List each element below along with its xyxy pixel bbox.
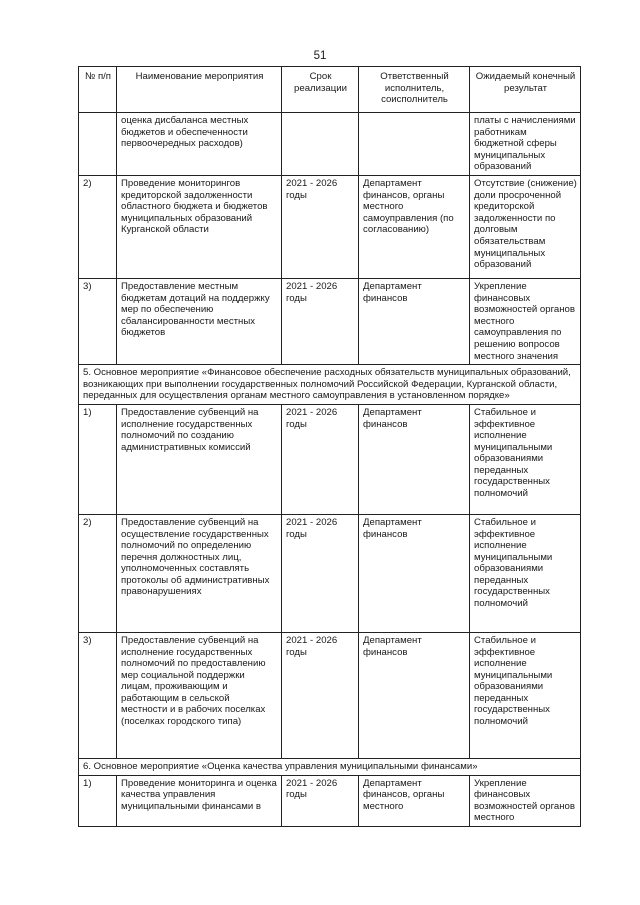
table-row [79, 775, 581, 826]
row-name: Предоставление субвенций на исполнение государственных полномочий по предоставлению мер социальной поддержки лицам, проживающим и работающим в сельской местности и в рабочих поселках (поселках городского типа) [117, 632, 282, 758]
row-result: Отсутствие (снижение) доли просроченной кредиторской задолженности по долговым обязательствам муниципальных образований [470, 175, 581, 278]
row-term: 2021 - 2026 годы [282, 404, 359, 514]
header-result: Ожидаемый конечный результат [470, 67, 581, 113]
table-row [79, 278, 581, 364]
header-responsible: Ответственный исполнитель, соисполнитель [359, 67, 470, 113]
row-num: 2) [79, 514, 117, 632]
row-name: Предоставление субвенций на осуществление государственных полномочий по определению перечня должностных лиц, уполномоченных составлять протоколы об административных правонарушениях [117, 514, 282, 632]
table-row [79, 404, 581, 514]
row-name: оценка дисбаланса местных бюджетов и обеспеченности первоочередных расходов) [117, 113, 282, 176]
row-num: 3) [79, 278, 117, 364]
row-result: Укрепление финансовых возможностей органов местного самоуправления по решению вопросов местного значения [470, 278, 581, 364]
row-name: Проведение мониторингов кредиторской задолженности областного бюджета и бюджетов муниципальных образований Курганской области [117, 175, 282, 278]
row-term [282, 113, 359, 176]
row-num: 2) [79, 175, 117, 278]
row-responsible: Департамент финансов [359, 278, 470, 364]
header-num: № п/п [79, 67, 117, 113]
table-row [79, 175, 581, 278]
row-responsible: Департамент финансов, органы местного самоуправления (по согласованию) [359, 175, 470, 278]
table-header-row [79, 67, 581, 113]
row-result: Стабильное и эффективное исполнение муниципальными образованиями переданных государственных полномочий [470, 514, 581, 632]
row-result: Стабильное и эффективное исполнение муниципальными образованиями переданных государственных полномочий [470, 404, 581, 514]
section-5-title: 5. Основное мероприятие «Финансовое обеспечение расходных обязательств муниципальных образований, возникающих при выполнении государственных полномочий Российской Федерации, Курганской области, переданных для осуществления органам местного самоуправления в установленном порядке» [79, 365, 581, 405]
row-term: 2021 - 2026 годы [282, 278, 359, 364]
row-num: 1) [79, 775, 117, 826]
section-header-row [79, 758, 581, 775]
row-num: 3) [79, 632, 117, 758]
section-6-title: 6. Основное мероприятие «Оценка качества управления муниципальными финансами» [79, 758, 581, 775]
row-responsible: Департамент финансов [359, 404, 470, 514]
table-row [79, 632, 581, 758]
row-result: Стабильное и эффективное исполнение муниципальными образованиями переданных государственных полномочий [470, 632, 581, 758]
row-term: 2021 - 2026 годы [282, 175, 359, 278]
row-term: 2021 - 2026 годы [282, 514, 359, 632]
row-num [79, 113, 117, 176]
row-term: 2021 - 2026 годы [282, 775, 359, 826]
row-responsible [359, 113, 470, 176]
row-result: платы с начислениями работникам бюджетной сферы муниципальных образований [470, 113, 581, 176]
table-row [79, 514, 581, 632]
page-number: 51 [313, 50, 327, 62]
row-name: Предоставление субвенций на исполнение государственных полномочий по созданию административных комиссий [117, 404, 282, 514]
row-responsible: Департамент финансов [359, 632, 470, 758]
row-responsible: Департамент финансов, органы местного [359, 775, 470, 826]
row-responsible: Департамент финансов [359, 514, 470, 632]
section-header-row [79, 365, 581, 405]
table-row [79, 113, 581, 176]
row-name: Проведение мониторинга и оценка качества управления муниципальными финансами в [117, 775, 282, 826]
row-term: 2021 - 2026 годы [282, 632, 359, 758]
header-name: Наименование мероприятия [117, 67, 282, 113]
row-result: Укрепление финансовых возможностей органов местного [470, 775, 581, 826]
header-term: Срок реализации [282, 67, 359, 113]
row-num: 1) [79, 404, 117, 514]
measures-table [78, 66, 581, 827]
row-name: Предоставление местным бюджетам дотаций на поддержку мер по обеспечению сбалансированности местных бюджетов [117, 278, 282, 364]
